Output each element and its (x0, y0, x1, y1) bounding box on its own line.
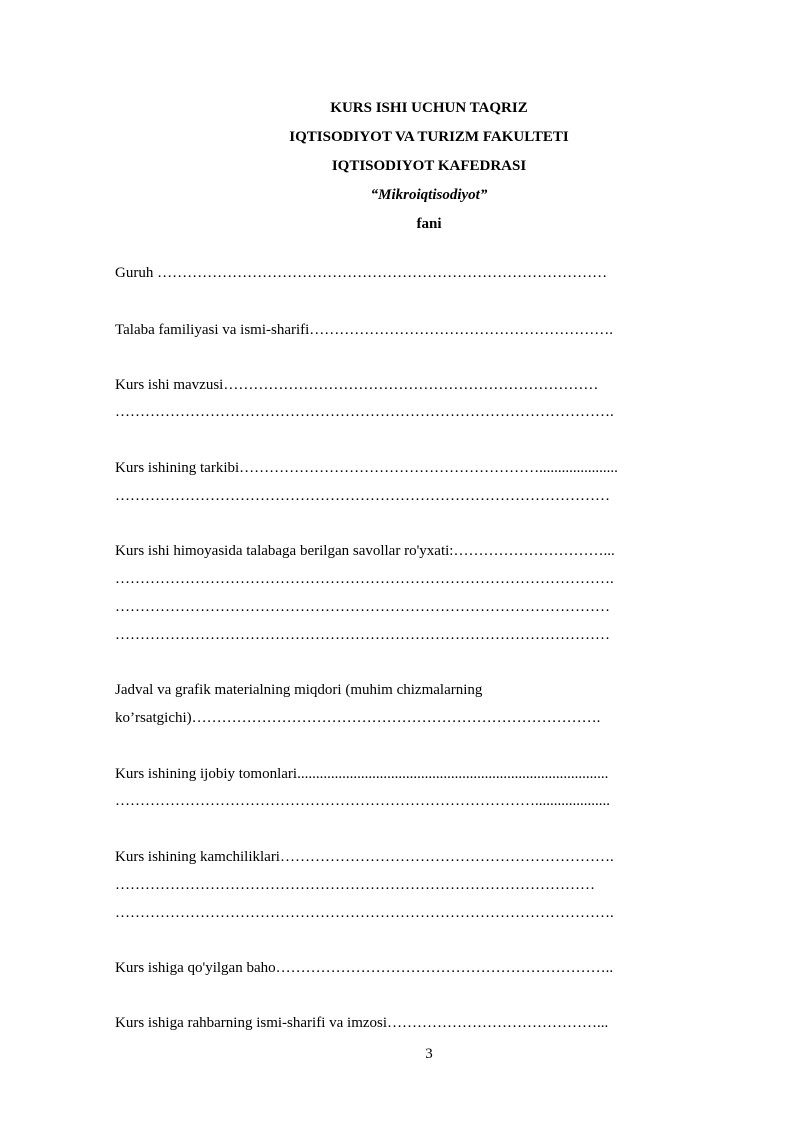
page-number: 3 (425, 1046, 433, 1062)
field-kamchilik: Kurs ishining kamchiliklari…………………………………………………………. (115, 849, 614, 865)
field-talaba: Talaba familiyasi va ismi-sharifi……………………………………………………. (115, 322, 614, 338)
field-baho: Kurs ishiga qo'yilgan baho………………………………………………………….. (115, 960, 614, 976)
field-savollar: Kurs ishi himoyasida talabaga berilgan savollar ro'yxati:…………………………... (115, 543, 615, 559)
header-faculty: IQTISODIYOT VA TURIZM FAKULTETI (289, 129, 569, 145)
field-savollar-line-3: ……………………………………………………………………………………… (115, 599, 610, 615)
field-mavzu-line-2: ………………………………………………………………………………………. (115, 404, 614, 420)
field-jadval-line-2: ko’rsatgichi)………………………………………………………………………. (115, 710, 601, 726)
field-tarkib: Kurs ishining tarkibi……………………………………………………..................... (115, 460, 618, 476)
header-subject-suffix: fani (416, 216, 442, 232)
field-guruh: Guruh ……………………………………………………………………………… (115, 265, 608, 281)
field-ijobiy: Kurs ishining ijobiy tomonlari................................................................................... (115, 766, 609, 782)
document-header (0, 94, 800, 239)
field-tarkib-line-2: ……………………………………………………………………………………… (115, 488, 610, 504)
field-rahbar: Kurs ishiga rahbarning ismi-sharifi va imzosi……………………………………... (115, 1015, 609, 1031)
field-savollar-line-4: ……………………………………………………………………………………… (115, 627, 610, 643)
field-kamchilik-line-2: …………………………………………………………………………………… (115, 877, 595, 893)
field-savollar-line-2: ………………………………………………………………………………………. (115, 571, 614, 587)
field-ijobiy-line-2: ………………………………………………………………………….................... (115, 793, 610, 809)
field-kamchilik-line-3: ………………………………………………………………………………………. (115, 905, 614, 921)
header-subject: “Mikroiqtisodiyot” (370, 187, 488, 203)
field-jadval: Jadval va grafik materialning miqdori (muhim chizmalarning (115, 682, 483, 698)
header-department: IQTISODIYOT KAFEDRASI (331, 158, 527, 174)
field-mavzu: Kurs ishi mavzusi………………………………………………………………… (115, 377, 599, 393)
header-title: KURS ISHI UCHUN TAQRIZ (330, 100, 528, 116)
